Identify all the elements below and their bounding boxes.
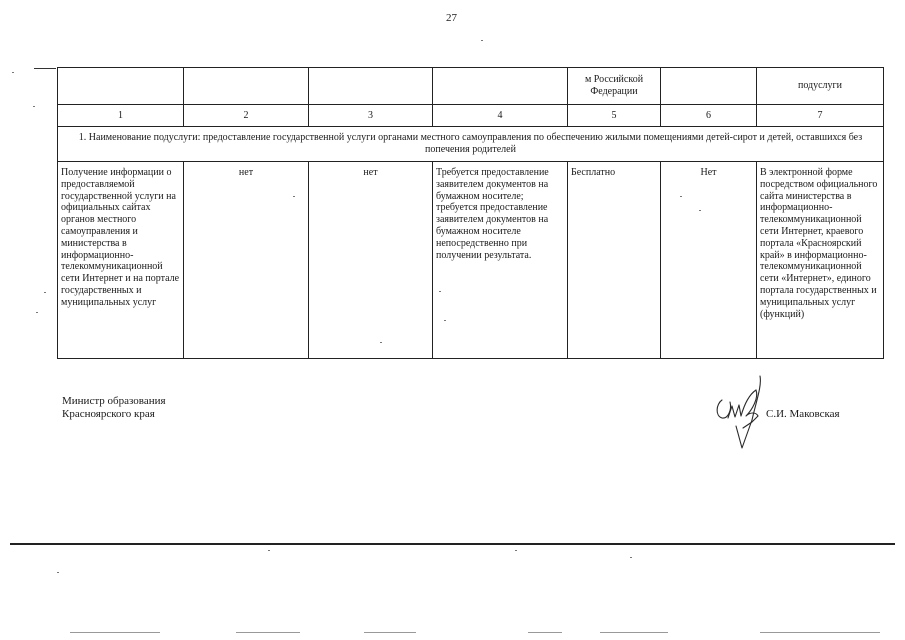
page-number: 27	[446, 12, 457, 24]
scan-speck	[380, 342, 382, 343]
cell-column-3: нет	[309, 162, 433, 359]
scan-speck	[481, 40, 483, 41]
column-number-2: 2	[184, 105, 309, 127]
signatory-position	[62, 395, 166, 421]
top-cell-5: м Российской Федерации	[568, 68, 661, 105]
top-cell-3	[309, 68, 433, 105]
signatory-position-line-2: Красноярского края	[62, 408, 155, 420]
scan-speck	[12, 72, 14, 73]
column-number-6: 6	[661, 105, 757, 127]
table-row	[58, 162, 884, 359]
services-table	[57, 67, 884, 359]
subservice-heading-row	[58, 127, 884, 162]
column-number-1: 1	[58, 105, 184, 127]
column-number-7: 7	[757, 105, 884, 127]
cell-documents-requirement: Требуется предоставление заявителем документов на бумажном носителе; требуется предоставление заявителем документов на бумажном носителе непосредственно при получении результата.	[433, 162, 568, 359]
table-top-row	[58, 68, 884, 105]
scan-noise	[364, 632, 416, 633]
top-cell-4	[433, 68, 568, 105]
top-cell-7: подуслуги	[757, 68, 884, 105]
column-number-3: 3	[309, 105, 433, 127]
scan-noise	[760, 632, 880, 633]
signer-name: С.И. Маковская	[766, 408, 840, 420]
scan-speck	[36, 312, 38, 313]
scan-speck	[515, 550, 517, 551]
scan-noise	[600, 632, 668, 633]
scan-speck	[680, 196, 682, 197]
scan-speck	[57, 572, 59, 573]
top-cell-2	[184, 68, 309, 105]
column-number-row	[58, 105, 884, 127]
scan-speck	[444, 320, 446, 321]
margin-dash	[34, 68, 56, 69]
bottom-rule	[10, 543, 895, 545]
top-cell-6	[661, 68, 757, 105]
scan-speck	[44, 292, 46, 293]
scan-speck	[439, 291, 441, 292]
scan-speck	[699, 210, 701, 211]
scan-speck	[630, 557, 632, 558]
scan-speck	[33, 106, 35, 107]
cell-fee: Бесплатно	[568, 162, 661, 359]
signatory-position-line-1: Министр образования	[62, 395, 166, 407]
cell-column-6: Нет	[661, 162, 757, 359]
scan-speck	[293, 196, 295, 197]
handwritten-signature-icon	[712, 372, 766, 457]
cell-column-2: нет	[184, 162, 309, 359]
scan-noise	[528, 632, 562, 633]
subservice-heading: 1. Наименование подуслуги: предоставление государственной услуги органами местного самоуправления по обеспечению жилыми помещениями детей-сирот и детей, оставшихся без попечения родителей	[58, 127, 884, 162]
cell-information-method: Получение информации о предоставляемой государственной услуги на официальных сайтах органов местного самоуправления и министерства в информационно-телекоммуникационной сети Интернет и на портале государственных и муниципальных услуг	[58, 162, 184, 359]
column-number-4: 4	[433, 105, 568, 127]
scan-speck	[268, 550, 270, 551]
column-number-5: 5	[568, 105, 661, 127]
scan-noise	[236, 632, 300, 633]
scan-noise	[70, 632, 160, 633]
cell-electronic-form: В электронной форме посредством официального сайта министерства в информационно-телекоммуникационной сети Интернет, краевого портала «Красноярский край» в информационно-телекоммуникационной сети «Интернет», единого портала государственных и муниципальных услуг (функций)	[757, 162, 884, 359]
top-cell-1	[58, 68, 184, 105]
